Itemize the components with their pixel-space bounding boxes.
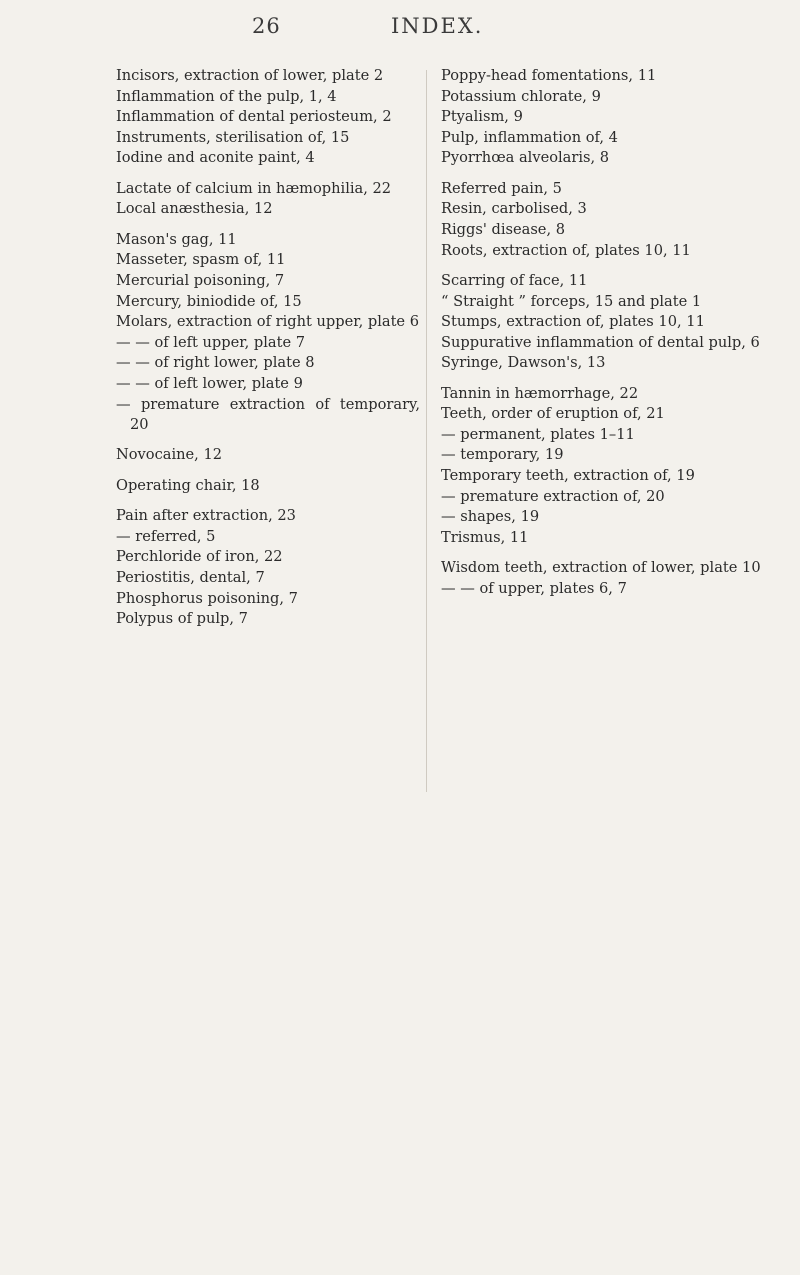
- index-entry: Referred pain, 5: [441, 179, 562, 197]
- page-title: INDEX.: [391, 14, 484, 38]
- index-entry: Resin, carbolised, 3: [441, 200, 587, 218]
- index-entry: — shapes, 19: [441, 508, 540, 526]
- index-entry: — referred, 5: [116, 527, 216, 545]
- index-entry: Potassium chlorate, 9: [441, 87, 601, 105]
- index-entry: Instruments, sterilisation of, 15: [116, 128, 350, 146]
- index-entry: Operating chair, 18: [116, 476, 260, 494]
- index-entry: Novocaine, 12: [116, 446, 223, 464]
- index-entry: Syringe, Dawson's, 13: [441, 354, 606, 372]
- index-group: [116, 476, 420, 497]
- index-group: [116, 230, 420, 436]
- index-group: [116, 66, 420, 169]
- index-entry: Iodine and aconite paint, 4: [116, 149, 315, 167]
- index-group: [441, 271, 761, 374]
- index-entry: — — of upper, plates 6, 7: [441, 579, 627, 597]
- index-entry: Temporary teeth, extraction of, 19: [441, 467, 695, 485]
- index-entry: Masseter, spasm of, 11: [116, 251, 286, 269]
- index-entry: Mercurial poisoning, 7: [116, 271, 285, 289]
- index-entry: Suppurative inflammation of dental pulp, 6: [441, 333, 760, 351]
- index-entry: Molars, extraction of right upper, plate 6: [116, 313, 419, 331]
- index-entry: Riggs' disease, 8: [441, 220, 566, 238]
- index-entry: — — of right lower, plate 8: [116, 354, 315, 372]
- index-group: [441, 384, 761, 549]
- index-entry: Local anæsthesia, 12: [116, 200, 273, 218]
- index-column-left: [116, 66, 420, 640]
- index-entry: Mercury, biniodide of, 15: [116, 292, 302, 310]
- index-group: [441, 66, 761, 169]
- index-entry: Scarring of face, 11: [441, 271, 588, 289]
- index-entry: Tannin in hæmorrhage, 22: [441, 384, 639, 402]
- column-divider: [426, 70, 427, 792]
- index-entry: — premature extraction of temporary, 20: [116, 395, 420, 434]
- index-group: [441, 179, 761, 261]
- index-entry: Stumps, extraction of, plates 10, 11: [441, 313, 705, 331]
- index-entry: Polypus of pulp, 7: [116, 610, 248, 628]
- index-entry: Pyorrhœa alveolaris, 8: [441, 149, 610, 167]
- index-entry: Roots, extraction of, plates 10, 11: [441, 241, 691, 259]
- index-group: [116, 506, 420, 630]
- index-entry: — premature extraction of, 20: [441, 487, 665, 505]
- index-group: [116, 445, 420, 466]
- index-entry: Trismus, 11: [441, 528, 529, 546]
- index-entry: “ Straight ” forceps, 15 and plate 1: [441, 292, 702, 310]
- index-entry: Incisors, extraction of lower, plate 2: [116, 67, 384, 84]
- index-entry: — permanent, plates 1–11: [441, 425, 635, 443]
- index-entry: Periostitis, dental, 7: [116, 569, 265, 587]
- index-group: [441, 558, 761, 599]
- index-entry: Ptyalism, 9: [441, 108, 523, 126]
- index-entry: Pulp, inflammation of, 4: [441, 128, 618, 146]
- index-entry: Lactate of calcium in hæmophilia, 22: [116, 179, 392, 197]
- index-entry: Phosphorus poisoning, 7: [116, 589, 298, 607]
- index-entry: Inflammation of the pulp, 1, 4: [116, 87, 337, 105]
- index-entry: — temporary, 19: [441, 446, 564, 464]
- index-entry: Inflammation of dental periosteum, 2: [116, 108, 392, 126]
- index-entry: Perchloride of iron, 22: [116, 548, 283, 566]
- index-column-right: [441, 66, 761, 609]
- index-group: [116, 179, 420, 220]
- index-entry: Teeth, order of eruption of, 21: [441, 405, 665, 423]
- index-entry: — — of left upper, plate 7: [116, 333, 306, 351]
- page-number: 26: [252, 14, 281, 38]
- index-entry: — — of left lower, plate 9: [116, 374, 303, 392]
- index-entry: Wisdom teeth, extraction of lower, plate 10: [441, 559, 761, 577]
- index-entry: Pain after extraction, 23: [116, 507, 296, 525]
- index-entry: Mason's gag, 11: [116, 230, 237, 248]
- index-entry: Poppy-head fomentations, 11: [441, 67, 657, 84]
